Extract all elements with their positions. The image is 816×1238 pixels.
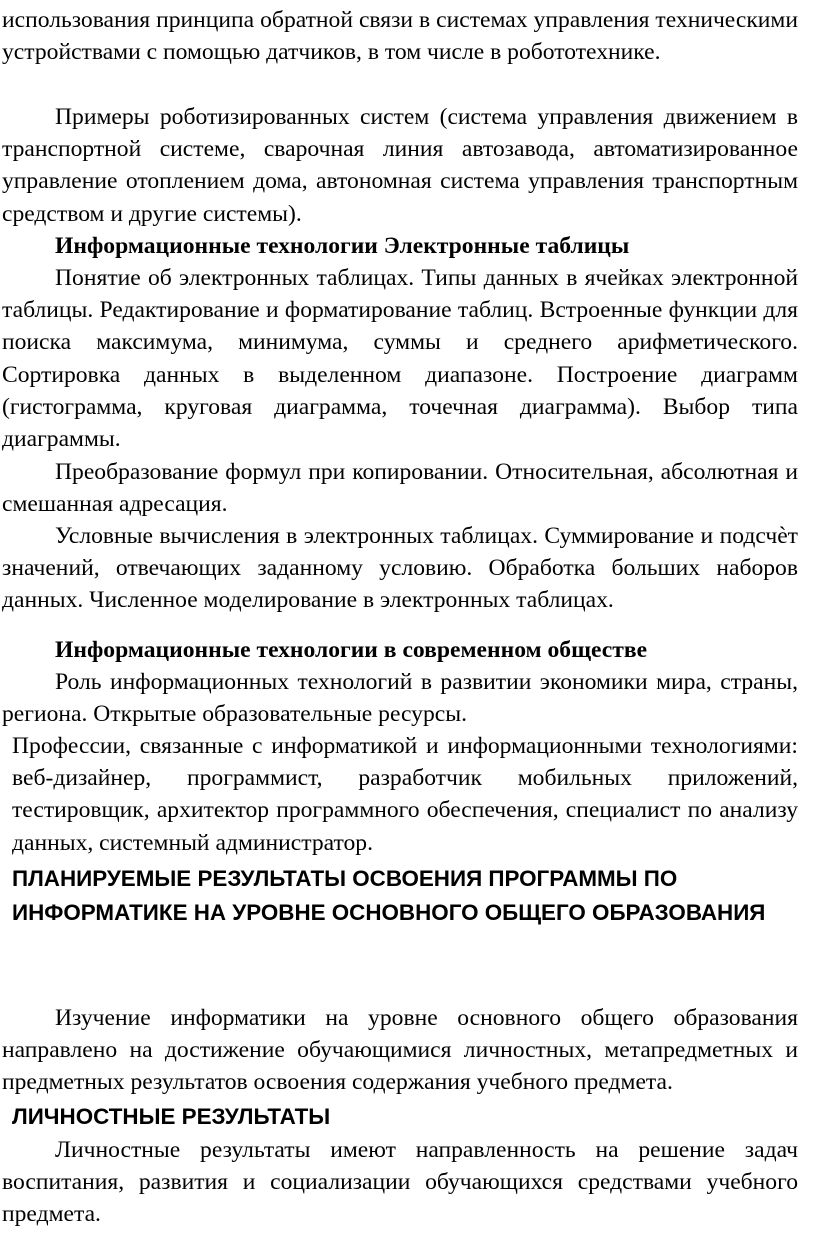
paragraph-conditional-calculations: Условные вычисления в электронных таблицах. Суммирование и подсчѐт значений, отвечающих заданному условию. Обработка больших наборов данных. Численное моделирование в электронных таблицах.	[2, 523, 798, 614]
paragraph-feedback-robotics: использования принципа обратной связи в системах управления техническими устройствами с помощью датчиков, в том числе в робототехнике.	[2, 7, 798, 66]
section-heading-personal-results: ЛИЧНОСТНЫЕ РЕЗУЛЬТАТЫ	[12, 1104, 331, 1129]
section-heading-planned-results: ПЛАНИРУЕМЫЕ РЕЗУЛЬТАТЫ ОСВОЕНИЯ ПРОГРАММЫ ПО ИНФОРМАТИКЕ НА УРОВНЕ ОСНОВНОГО ОБЩЕГО ОБРАЗОВАНИЯ	[12, 866, 766, 925]
paragraph-it-professions: Профессии, связанные с информатикой и информационными технологиями: веб-дизайнер, программист, разработчик мобильных приложений, тестировщик, архитектор программного обеспечения, специалист по анализу данных, системный администратор.	[12, 733, 798, 856]
paragraph-informatics-study-goals: Изучение информатики на уровне основного общего образования направлено на достижение обучающимися личностных, метапредметных и предметных результатов освоения содержания учебного предмета.	[2, 1005, 798, 1096]
paragraph-robotic-systems-examples: Примеры роботизированных систем (система управления движением в транспортной системе, сварочная линия автозавода, автоматизированное управление отоплением дома, автономная система управления транспортным средством и другие системы).	[2, 104, 798, 227]
paragraph-formula-addressing: Преобразование формул при копировании. Относительная, абсолютная и смешанная адресация.	[2, 459, 798, 518]
paragraph-spreadsheet-concepts: Понятие об электронных таблицах. Типы данных в ячейках электронной таблицы. Редактирование и форматирование таблиц. Встроенные функции для поиска максимума, минимума, суммы и среднего арифметического. Сортировка данных в выделенном диапазоне. Построение диаграмм (гистограмма, круговая диаграмма, точечная диаграмма). Выбор типа диаграммы.	[2, 265, 798, 453]
section-heading-it-in-society: Информационные технологии в современном обществе	[55, 637, 648, 663]
section-heading-spreadsheets: Информационные технологии Электронные таблицы	[55, 233, 630, 259]
paragraph-it-role: Роль информационных технологий в развитии экономики мира, страны, региона. Открытые образовательные ресурсы.	[2, 669, 798, 728]
paragraph-personal-results: Личностные результаты имеют направленность на решение задач воспитания, развития и социализации обучающихся средствами учебного предмета.	[2, 1137, 798, 1228]
